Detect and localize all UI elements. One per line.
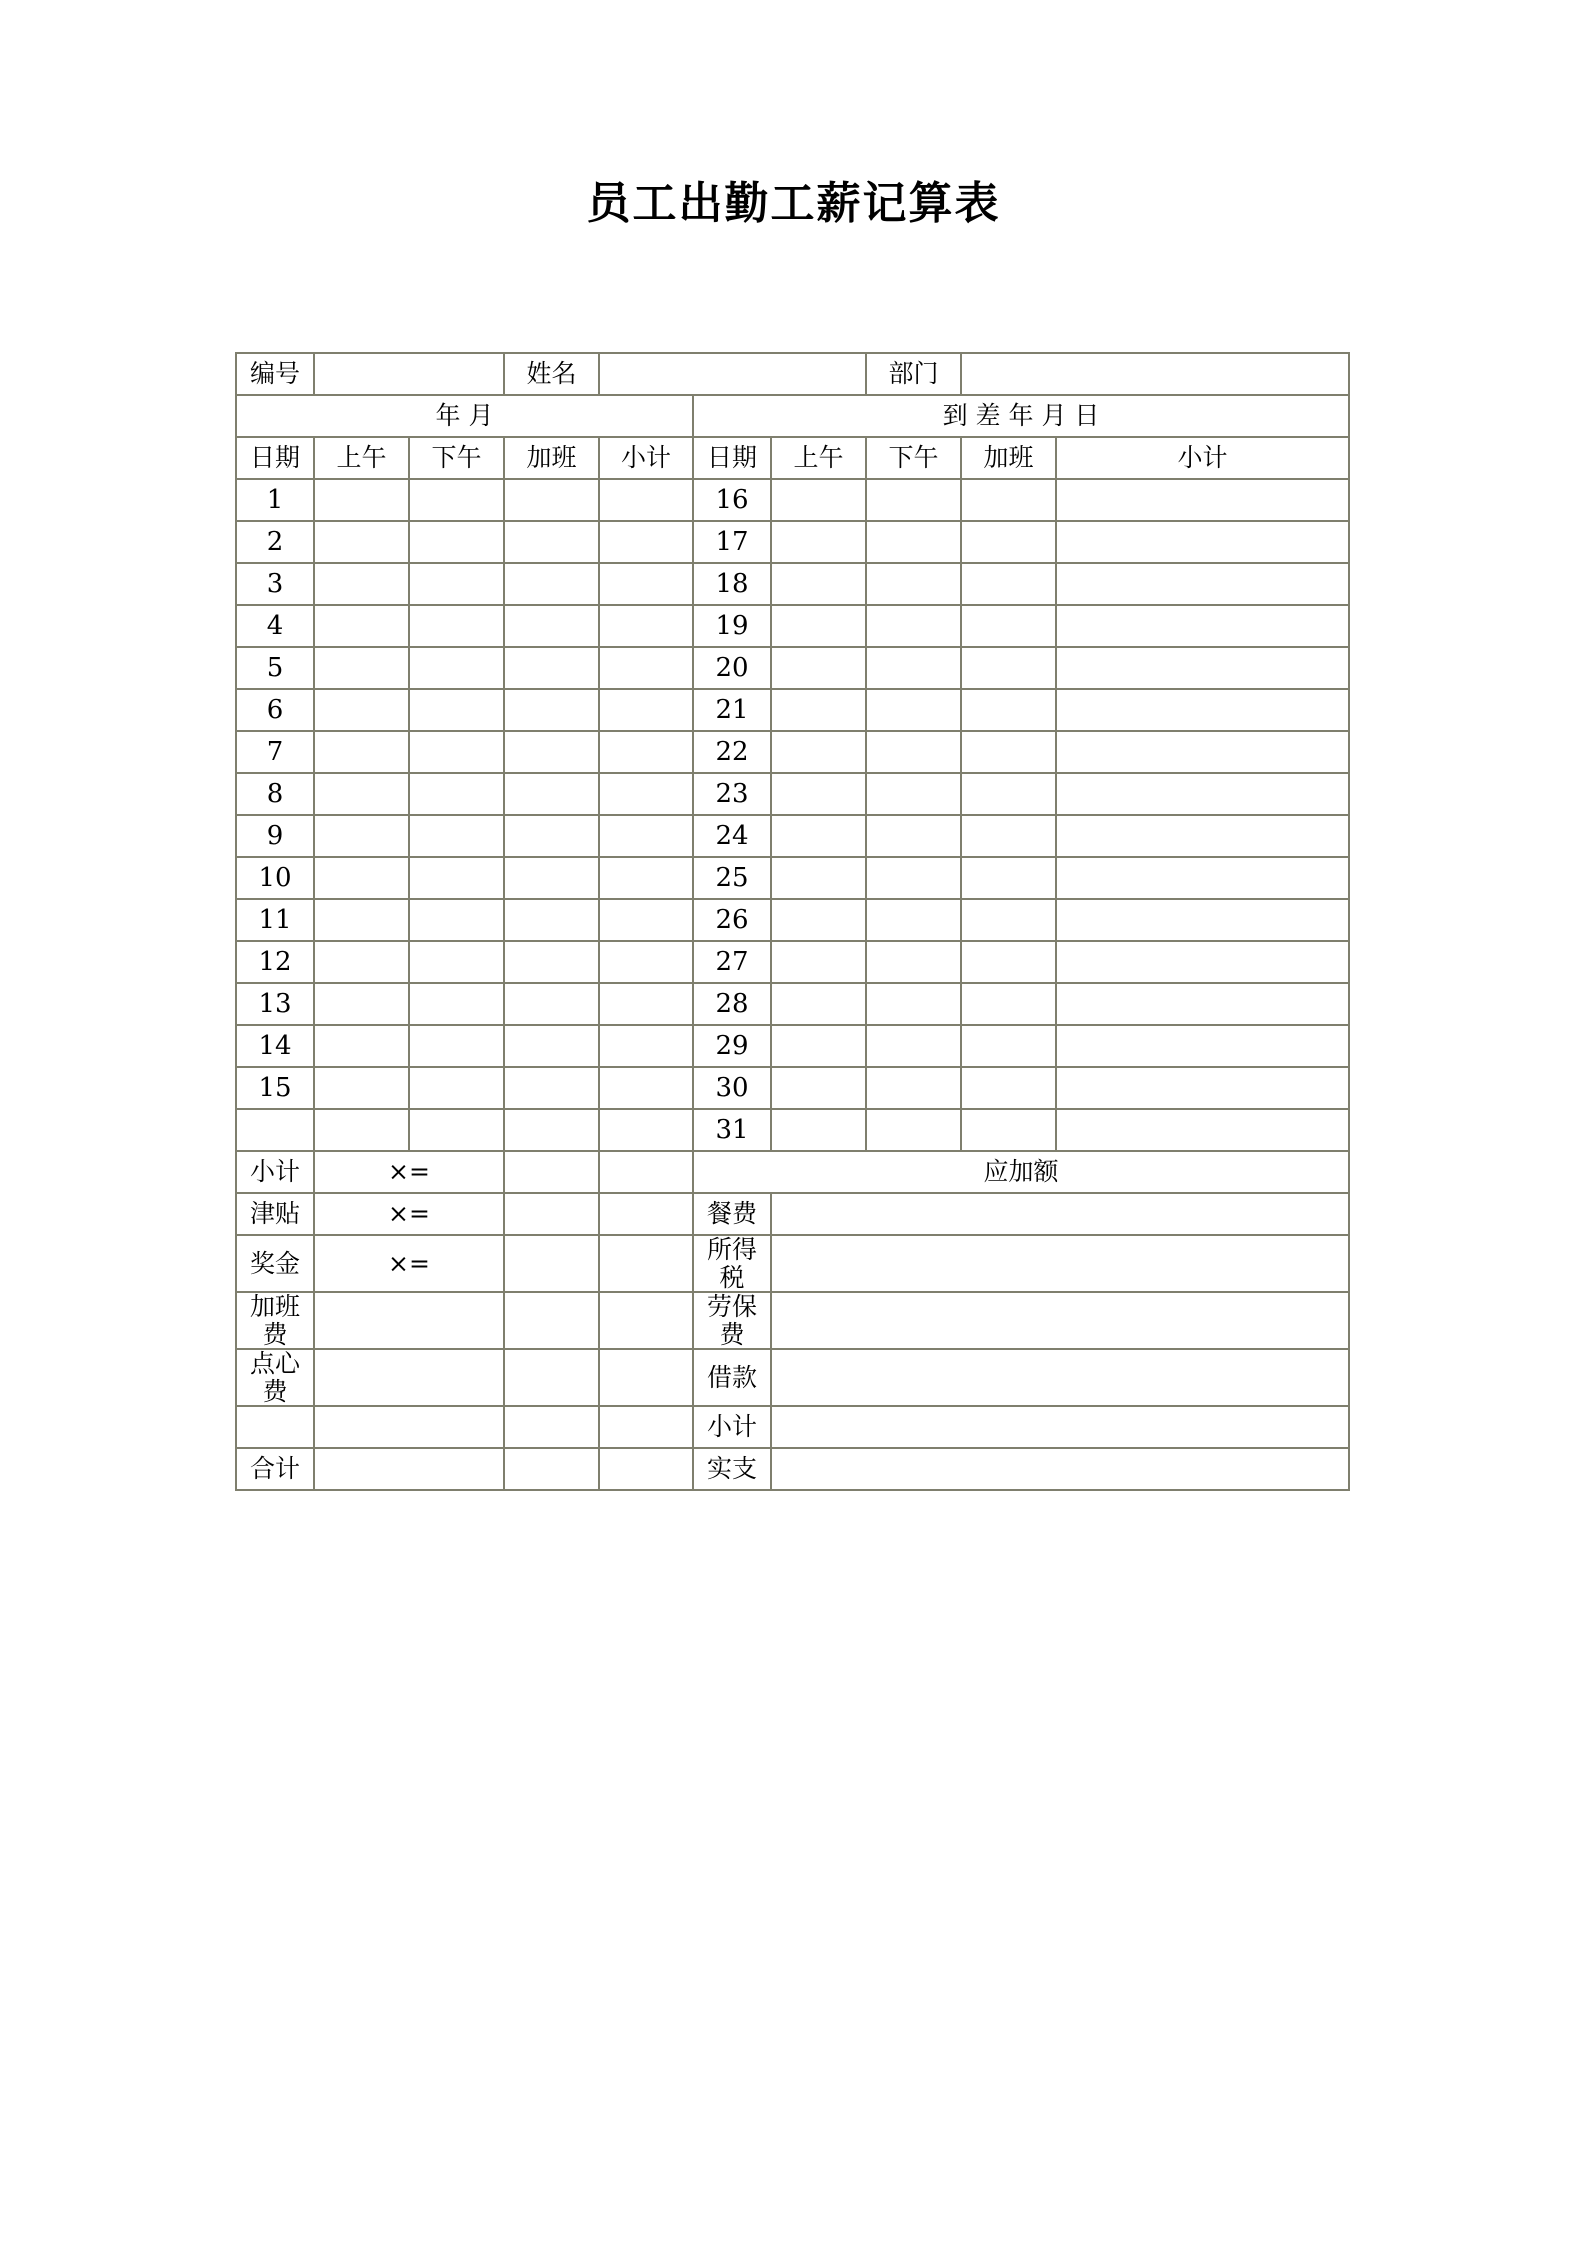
header-morning-left: 上午 bbox=[314, 437, 409, 479]
cell-morning-left[interactable] bbox=[314, 857, 409, 899]
cell-afternoon-left[interactable] bbox=[409, 815, 504, 857]
summary-right-value[interactable] bbox=[771, 1349, 1349, 1406]
cell-subtotal-left[interactable] bbox=[599, 647, 693, 689]
cell-subtotal-right[interactable] bbox=[1056, 941, 1349, 983]
day-number-left: 1 bbox=[236, 479, 314, 521]
cell-morning-left[interactable] bbox=[314, 1025, 409, 1067]
cell-morning-right[interactable] bbox=[771, 1067, 866, 1109]
cell-subtotal-left[interactable] bbox=[599, 941, 693, 983]
cell-overtime-right[interactable] bbox=[961, 1025, 1056, 1067]
attendance-table-body bbox=[236, 353, 1349, 1490]
cell-overtime-left[interactable] bbox=[504, 773, 599, 815]
summary-formula[interactable]: ×= bbox=[314, 1235, 504, 1292]
cell-subtotal-left[interactable] bbox=[599, 731, 693, 773]
summary-value-1[interactable] bbox=[504, 1292, 599, 1349]
cell-afternoon-left[interactable] bbox=[409, 731, 504, 773]
cell-morning-left[interactable] bbox=[314, 731, 409, 773]
summary-formula[interactable]: ×= bbox=[314, 1193, 504, 1235]
header-date-left: 日期 bbox=[236, 437, 314, 479]
cell-subtotal-left[interactable] bbox=[599, 605, 693, 647]
attendance-table bbox=[235, 352, 1350, 1491]
day-number-right: 30 bbox=[693, 1067, 771, 1109]
summary-row bbox=[236, 1406, 1349, 1448]
cell-overtime-left[interactable] bbox=[504, 563, 599, 605]
department-label: 部门 bbox=[866, 353, 961, 395]
day-number-left: 9 bbox=[236, 815, 314, 857]
day-row bbox=[236, 1025, 1349, 1067]
employee-info-row bbox=[236, 353, 1349, 395]
cell-overtime-left[interactable] bbox=[504, 1025, 599, 1067]
summary-value-2[interactable] bbox=[599, 1406, 693, 1448]
cell-overtime-right[interactable] bbox=[961, 689, 1056, 731]
cell-overtime-right[interactable] bbox=[961, 731, 1056, 773]
cell-overtime-left[interactable] bbox=[504, 605, 599, 647]
day-number-left: 12 bbox=[236, 941, 314, 983]
summary-formula[interactable]: ×= bbox=[314, 1151, 504, 1193]
cell-afternoon-right[interactable] bbox=[866, 773, 961, 815]
cell-afternoon-right[interactable] bbox=[866, 899, 961, 941]
cell-subtotal-right[interactable] bbox=[1056, 479, 1349, 521]
cell-morning-right[interactable] bbox=[771, 983, 866, 1025]
cell-morning-right[interactable] bbox=[771, 1025, 866, 1067]
summary-formula[interactable] bbox=[314, 1349, 504, 1406]
day-row bbox=[236, 1067, 1349, 1109]
day-row bbox=[236, 1109, 1349, 1151]
cell-overtime-right[interactable] bbox=[961, 647, 1056, 689]
cell-overtime-right[interactable] bbox=[961, 563, 1056, 605]
day-number-right: 20 bbox=[693, 647, 771, 689]
cell-morning-right[interactable] bbox=[771, 941, 866, 983]
day-number-left: 13 bbox=[236, 983, 314, 1025]
day-number-right: 25 bbox=[693, 857, 771, 899]
cell-morning-left[interactable] bbox=[314, 521, 409, 563]
cell-morning-right[interactable] bbox=[771, 479, 866, 521]
cell-afternoon-right[interactable] bbox=[866, 857, 961, 899]
day-row bbox=[236, 731, 1349, 773]
day-number-left: 6 bbox=[236, 689, 314, 731]
day-number-left: 11 bbox=[236, 899, 314, 941]
day-number-right: 28 bbox=[693, 983, 771, 1025]
cell-morning-left[interactable] bbox=[314, 479, 409, 521]
cell-morning-right[interactable] bbox=[771, 1109, 866, 1151]
day-number-right: 26 bbox=[693, 899, 771, 941]
cell-overtime-left[interactable] bbox=[504, 1067, 599, 1109]
summary-value-2[interactable] bbox=[599, 1448, 693, 1490]
summary-right-label: 小计 bbox=[693, 1406, 771, 1448]
cell-subtotal-right[interactable] bbox=[1056, 773, 1349, 815]
period-row bbox=[236, 395, 1349, 437]
summary-right-label: 所得税 bbox=[693, 1235, 771, 1292]
cell-overtime-right[interactable] bbox=[961, 815, 1056, 857]
day-row bbox=[236, 815, 1349, 857]
header-morning-right: 上午 bbox=[771, 437, 866, 479]
cell-morning-left[interactable] bbox=[314, 941, 409, 983]
period-year-month[interactable]: 年 月 bbox=[236, 395, 693, 437]
cell-afternoon-left[interactable] bbox=[409, 983, 504, 1025]
day-row bbox=[236, 983, 1349, 1025]
employee-id-field[interactable] bbox=[314, 353, 504, 395]
cell-morning-left[interactable] bbox=[314, 899, 409, 941]
cell-overtime-left[interactable] bbox=[504, 647, 599, 689]
day-row bbox=[236, 857, 1349, 899]
cell-afternoon-left[interactable] bbox=[409, 605, 504, 647]
cell-afternoon-right[interactable] bbox=[866, 1025, 961, 1067]
cell-afternoon-right[interactable] bbox=[866, 1067, 961, 1109]
cell-subtotal-left[interactable] bbox=[599, 1067, 693, 1109]
cell-afternoon-right[interactable] bbox=[866, 983, 961, 1025]
cell-subtotal-left[interactable] bbox=[599, 899, 693, 941]
summary-value-2[interactable] bbox=[599, 1292, 693, 1349]
day-number-left: 5 bbox=[236, 647, 314, 689]
cell-subtotal-left[interactable] bbox=[599, 563, 693, 605]
cell-overtime-right[interactable] bbox=[961, 605, 1056, 647]
summary-right-value[interactable] bbox=[771, 1292, 1349, 1349]
summary-value-2[interactable] bbox=[599, 1193, 693, 1235]
cell-afternoon-right[interactable] bbox=[866, 941, 961, 983]
cell-afternoon-right[interactable] bbox=[866, 521, 961, 563]
cell-afternoon-left[interactable] bbox=[409, 521, 504, 563]
summary-left-label: 加班费 bbox=[236, 1292, 314, 1349]
day-row bbox=[236, 479, 1349, 521]
cell-morning-left[interactable] bbox=[314, 1067, 409, 1109]
cell-afternoon-left[interactable] bbox=[409, 941, 504, 983]
cell-overtime-left[interactable] bbox=[504, 731, 599, 773]
summary-value-1[interactable] bbox=[504, 1193, 599, 1235]
cell-afternoon-left[interactable] bbox=[409, 1067, 504, 1109]
header-date-right: 日期 bbox=[693, 437, 771, 479]
day-row bbox=[236, 899, 1349, 941]
day-row bbox=[236, 521, 1349, 563]
cell-morning-right[interactable] bbox=[771, 815, 866, 857]
summary-left-label: 合计 bbox=[236, 1448, 314, 1490]
column-header-row bbox=[236, 437, 1349, 479]
summary-value-2[interactable] bbox=[599, 1151, 693, 1193]
attendance-payroll-sheet bbox=[235, 352, 1348, 1491]
summary-additions-header: 应加额 bbox=[693, 1151, 1349, 1193]
cell-morning-right[interactable] bbox=[771, 521, 866, 563]
cell-overtime-right[interactable] bbox=[961, 1067, 1056, 1109]
summary-row bbox=[236, 1292, 1349, 1349]
cell-morning-left[interactable] bbox=[314, 1109, 409, 1151]
summary-left-label: 津贴 bbox=[236, 1193, 314, 1235]
cell-afternoon-left[interactable] bbox=[409, 899, 504, 941]
cell-overtime-right[interactable] bbox=[961, 899, 1056, 941]
day-number-left: 10 bbox=[236, 857, 314, 899]
department-field[interactable] bbox=[961, 353, 1349, 395]
cell-overtime-right[interactable] bbox=[961, 857, 1056, 899]
cell-afternoon-right[interactable] bbox=[866, 815, 961, 857]
day-row bbox=[236, 605, 1349, 647]
cell-overtime-left[interactable] bbox=[504, 899, 599, 941]
cell-morning-left[interactable] bbox=[314, 689, 409, 731]
cell-afternoon-right[interactable] bbox=[866, 605, 961, 647]
cell-overtime-right[interactable] bbox=[961, 773, 1056, 815]
cell-subtotal-right[interactable] bbox=[1056, 815, 1349, 857]
day-number-left: 3 bbox=[236, 563, 314, 605]
cell-afternoon-right[interactable] bbox=[866, 647, 961, 689]
day-number-right: 21 bbox=[693, 689, 771, 731]
summary-right-label: 劳保费 bbox=[693, 1292, 771, 1349]
day-row bbox=[236, 689, 1349, 731]
cell-subtotal-left[interactable] bbox=[599, 773, 693, 815]
summary-right-label: 借款 bbox=[693, 1349, 771, 1406]
cell-afternoon-left[interactable] bbox=[409, 647, 504, 689]
day-number-right: 22 bbox=[693, 731, 771, 773]
summary-value-1[interactable] bbox=[504, 1151, 599, 1193]
cell-morning-left[interactable] bbox=[314, 815, 409, 857]
cell-subtotal-right[interactable] bbox=[1056, 899, 1349, 941]
cell-afternoon-left[interactable] bbox=[409, 1109, 504, 1151]
summary-value-2[interactable] bbox=[599, 1235, 693, 1292]
cell-overtime-left[interactable] bbox=[504, 521, 599, 563]
summary-value-1[interactable] bbox=[504, 1349, 599, 1406]
cell-morning-right[interactable] bbox=[771, 773, 866, 815]
header-afternoon-left: 下午 bbox=[409, 437, 504, 479]
summary-left-label: 小计 bbox=[236, 1151, 314, 1193]
absence-date[interactable]: 到 差 年 月 日 bbox=[693, 395, 1349, 437]
day-number-right: 31 bbox=[693, 1109, 771, 1151]
cell-subtotal-right[interactable] bbox=[1056, 521, 1349, 563]
summary-value-1[interactable] bbox=[504, 1406, 599, 1448]
day-number-right: 19 bbox=[693, 605, 771, 647]
day-number-left bbox=[236, 1109, 314, 1151]
employee-id-label: 编号 bbox=[236, 353, 314, 395]
cell-morning-left[interactable] bbox=[314, 983, 409, 1025]
day-number-right: 23 bbox=[693, 773, 771, 815]
cell-afternoon-left[interactable] bbox=[409, 857, 504, 899]
summary-left-label: 奖金 bbox=[236, 1235, 314, 1292]
summary-row bbox=[236, 1448, 1349, 1490]
cell-morning-right[interactable] bbox=[771, 647, 866, 689]
summary-right-value[interactable] bbox=[771, 1406, 1349, 1448]
cell-subtotal-right[interactable] bbox=[1056, 857, 1349, 899]
day-number-left: 4 bbox=[236, 605, 314, 647]
cell-subtotal-left[interactable] bbox=[599, 689, 693, 731]
summary-right-label: 实支 bbox=[693, 1448, 771, 1490]
cell-afternoon-left[interactable] bbox=[409, 563, 504, 605]
cell-subtotal-left[interactable] bbox=[599, 1109, 693, 1151]
cell-overtime-left[interactable] bbox=[504, 1109, 599, 1151]
summary-right-value[interactable] bbox=[771, 1235, 1349, 1292]
cell-subtotal-right[interactable] bbox=[1056, 563, 1349, 605]
cell-overtime-right[interactable] bbox=[961, 941, 1056, 983]
summary-right-value[interactable] bbox=[771, 1193, 1349, 1235]
summary-value-2[interactable] bbox=[599, 1349, 693, 1406]
cell-morning-right[interactable] bbox=[771, 605, 866, 647]
summary-formula[interactable] bbox=[314, 1292, 504, 1349]
cell-overtime-right[interactable] bbox=[961, 479, 1056, 521]
cell-morning-left[interactable] bbox=[314, 563, 409, 605]
day-row bbox=[236, 773, 1349, 815]
cell-subtotal-right[interactable] bbox=[1056, 1109, 1349, 1151]
cell-subtotal-right[interactable] bbox=[1056, 689, 1349, 731]
summary-formula[interactable] bbox=[314, 1406, 504, 1448]
summary-row bbox=[236, 1349, 1349, 1406]
day-number-right: 16 bbox=[693, 479, 771, 521]
cell-afternoon-left[interactable] bbox=[409, 479, 504, 521]
cell-afternoon-right[interactable] bbox=[866, 689, 961, 731]
cell-overtime-left[interactable] bbox=[504, 689, 599, 731]
summary-row bbox=[236, 1151, 1349, 1193]
cell-subtotal-right[interactable] bbox=[1056, 1025, 1349, 1067]
summary-row bbox=[236, 1193, 1349, 1235]
header-subtotal-right: 小计 bbox=[1056, 437, 1349, 479]
cell-overtime-left[interactable] bbox=[504, 941, 599, 983]
cell-morning-left[interactable] bbox=[314, 773, 409, 815]
cell-overtime-left[interactable] bbox=[504, 857, 599, 899]
cell-morning-right[interactable] bbox=[771, 689, 866, 731]
cell-afternoon-right[interactable] bbox=[866, 1109, 961, 1151]
cell-afternoon-left[interactable] bbox=[409, 1025, 504, 1067]
cell-overtime-left[interactable] bbox=[504, 479, 599, 521]
cell-morning-right[interactable] bbox=[771, 731, 866, 773]
day-number-left: 15 bbox=[236, 1067, 314, 1109]
header-afternoon-right: 下午 bbox=[866, 437, 961, 479]
cell-subtotal-left[interactable] bbox=[599, 857, 693, 899]
summary-formula[interactable] bbox=[314, 1448, 504, 1490]
summary-left-label: 点心费 bbox=[236, 1349, 314, 1406]
day-number-left: 7 bbox=[236, 731, 314, 773]
header-overtime-right: 加班 bbox=[961, 437, 1056, 479]
day-number-right: 24 bbox=[693, 815, 771, 857]
summary-value-1[interactable] bbox=[504, 1235, 599, 1292]
cell-afternoon-right[interactable] bbox=[866, 563, 961, 605]
summary-left-label bbox=[236, 1406, 314, 1448]
cell-morning-left[interactable] bbox=[314, 647, 409, 689]
cell-subtotal-left[interactable] bbox=[599, 815, 693, 857]
day-number-right: 29 bbox=[693, 1025, 771, 1067]
cell-subtotal-right[interactable] bbox=[1056, 731, 1349, 773]
day-number-right: 18 bbox=[693, 563, 771, 605]
cell-morning-right[interactable] bbox=[771, 899, 866, 941]
summary-value-1[interactable] bbox=[504, 1448, 599, 1490]
day-number-left: 8 bbox=[236, 773, 314, 815]
employee-name-field[interactable] bbox=[599, 353, 866, 395]
cell-afternoon-right[interactable] bbox=[866, 479, 961, 521]
summary-row bbox=[236, 1235, 1349, 1292]
employee-name-label: 姓名 bbox=[504, 353, 599, 395]
cell-overtime-right[interactable] bbox=[961, 1109, 1056, 1151]
cell-overtime-right[interactable] bbox=[961, 983, 1056, 1025]
summary-right-value[interactable] bbox=[771, 1448, 1349, 1490]
cell-subtotal-right[interactable] bbox=[1056, 1067, 1349, 1109]
page-title: 员工出勤工薪记算表 bbox=[586, 178, 1001, 229]
day-row bbox=[236, 941, 1349, 983]
day-number-left: 14 bbox=[236, 1025, 314, 1067]
day-number-left: 2 bbox=[236, 521, 314, 563]
day-number-right: 17 bbox=[693, 521, 771, 563]
day-row bbox=[236, 647, 1349, 689]
cell-overtime-left[interactable] bbox=[504, 983, 599, 1025]
cell-subtotal-left[interactable] bbox=[599, 1025, 693, 1067]
cell-subtotal-right[interactable] bbox=[1056, 605, 1349, 647]
cell-overtime-right[interactable] bbox=[961, 521, 1056, 563]
cell-subtotal-left[interactable] bbox=[599, 983, 693, 1025]
cell-subtotal-left[interactable] bbox=[599, 479, 693, 521]
cell-afternoon-right[interactable] bbox=[866, 731, 961, 773]
cell-afternoon-left[interactable] bbox=[409, 689, 504, 731]
cell-morning-right[interactable] bbox=[771, 857, 866, 899]
day-row bbox=[236, 563, 1349, 605]
cell-subtotal-right[interactable] bbox=[1056, 647, 1349, 689]
cell-overtime-left[interactable] bbox=[504, 815, 599, 857]
cell-afternoon-left[interactable] bbox=[409, 773, 504, 815]
cell-morning-right[interactable] bbox=[771, 563, 866, 605]
header-subtotal-left: 小计 bbox=[599, 437, 693, 479]
cell-subtotal-right[interactable] bbox=[1056, 983, 1349, 1025]
summary-right-label: 餐费 bbox=[693, 1193, 771, 1235]
day-number-right: 27 bbox=[693, 941, 771, 983]
cell-morning-left[interactable] bbox=[314, 605, 409, 647]
header-overtime-left: 加班 bbox=[504, 437, 599, 479]
cell-subtotal-left[interactable] bbox=[599, 521, 693, 563]
